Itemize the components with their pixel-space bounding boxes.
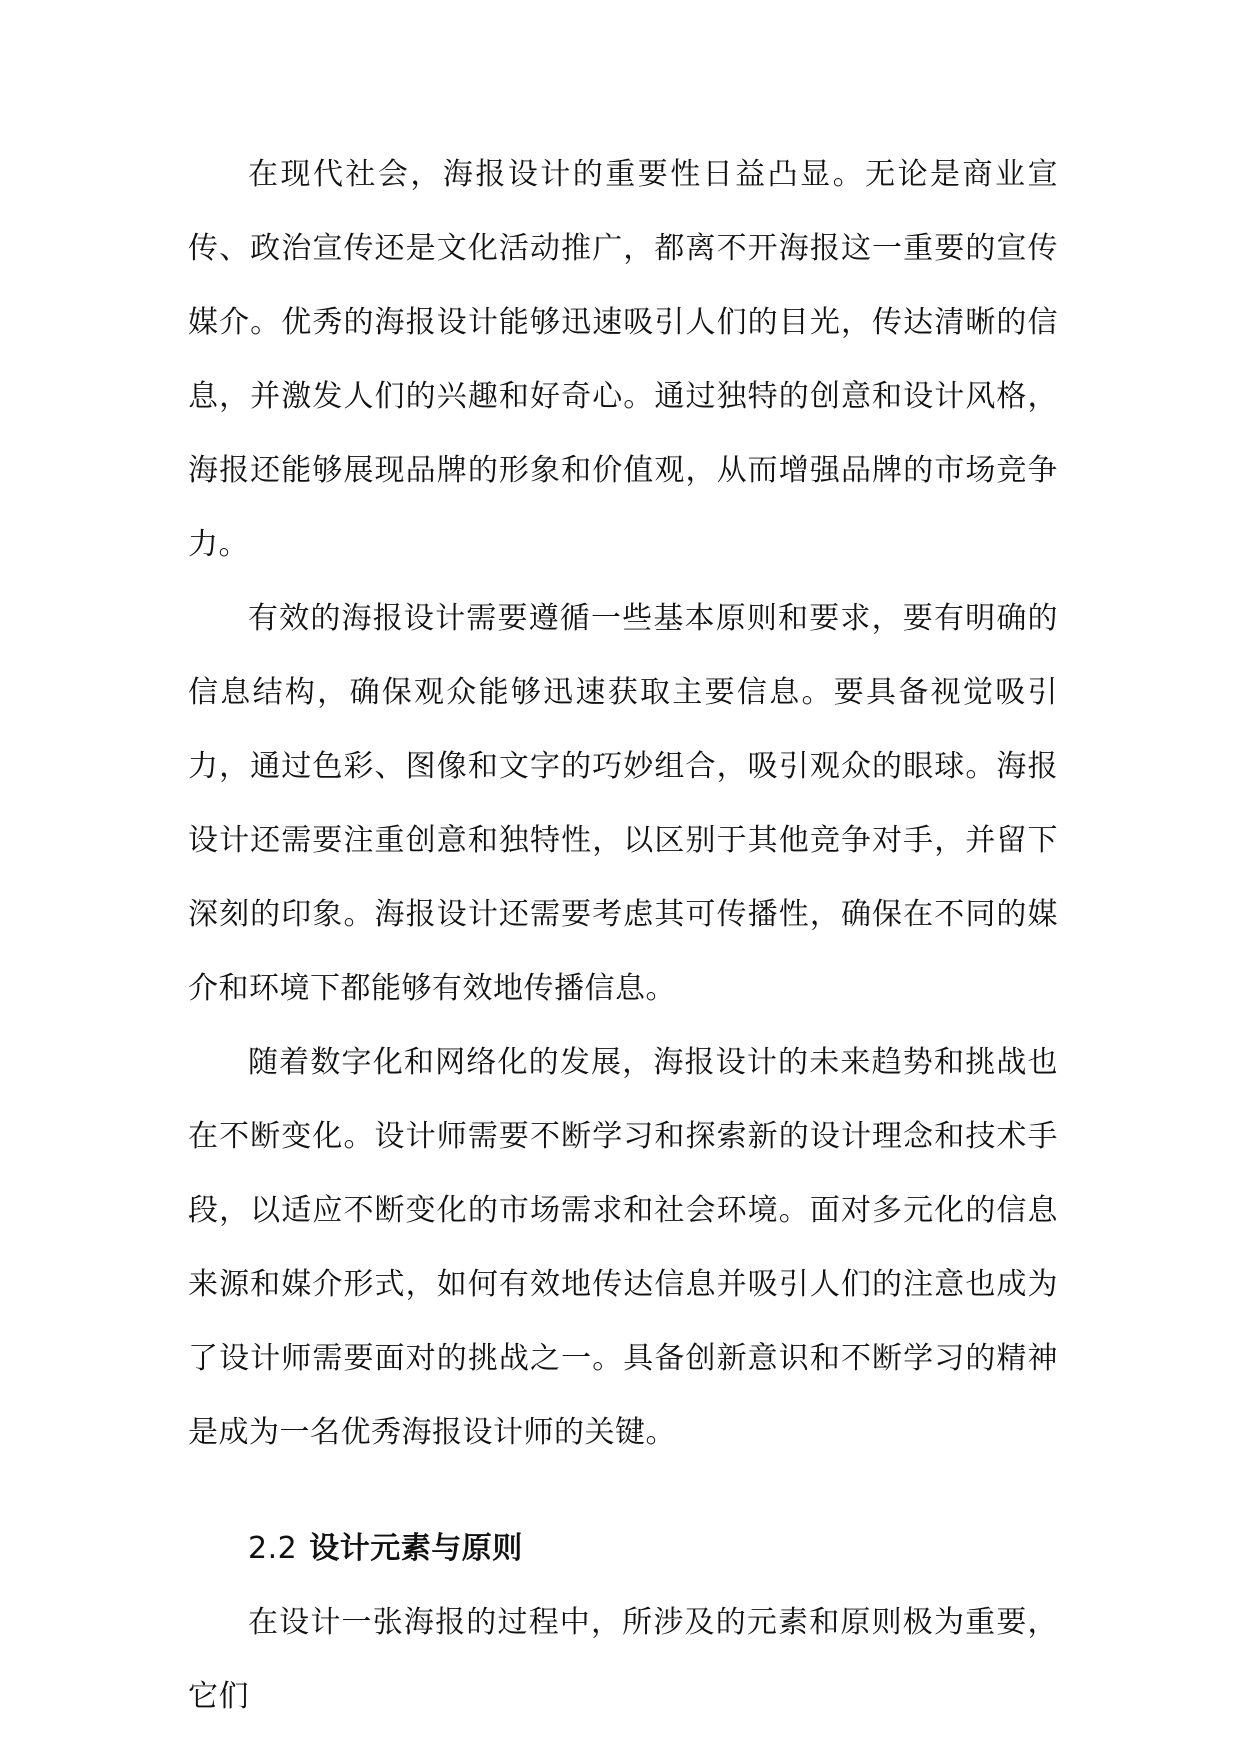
paragraph-principles: 有效的海报设计需要遵循一些基本原则和要求，要有明确的信息结构，确保观众能够迅速获取主要信息。要具备视觉吸引力，通过色彩、图像和文字的巧妙组合，吸引观众的眼球。海报设计还需要注重创意和独特性，以区别于其他竞争对手，并留下深刻的印象。海报设计还需要考虑其可传播性，确保在不同的媒介和环境下都能够有效地传播信息。 — [188, 601, 1058, 1006]
section-number: 2.2 — [248, 1531, 298, 1566]
paragraph-trends: 随着数字化和网络化的发展，海报设计的未来趋势和挑战也在不断变化。设计师需要不断学习和探索新的设计理念和技术手段，以适应不断变化的市场需求和社会环境。面对多元化的信息来源和媒介形式，如何有效地传达信息并吸引人们的注意也成为了设计师需要面对的挑战之一。具备创新意识和不断学习的精神是成为一名优秀海报设计师的关键。 — [188, 1045, 1058, 1450]
paragraph-importance: 在现代社会，海报设计的重要性日益凸显。无论是商业宣传、政治宣传还是文化活动推广，都离不开海报这一重要的宣传媒介。优秀的海报设计能够迅速吸引人们的目光，传达清晰的信息，并激发人们的兴趣和好奇心。通过独特的创意和设计风格，海报还能够展现品牌的形象和价值观，从而增强品牌的市场竞争力。 — [188, 157, 1058, 562]
document-body — [188, 138, 1058, 1734]
section-title: 设计元素与原则 — [309, 1531, 523, 1566]
section-heading — [188, 1512, 1058, 1586]
paragraph-elements-intro: 在设计一张海报的过程中，所涉及的元素和原则极为重要，它们 — [188, 1605, 1058, 1714]
